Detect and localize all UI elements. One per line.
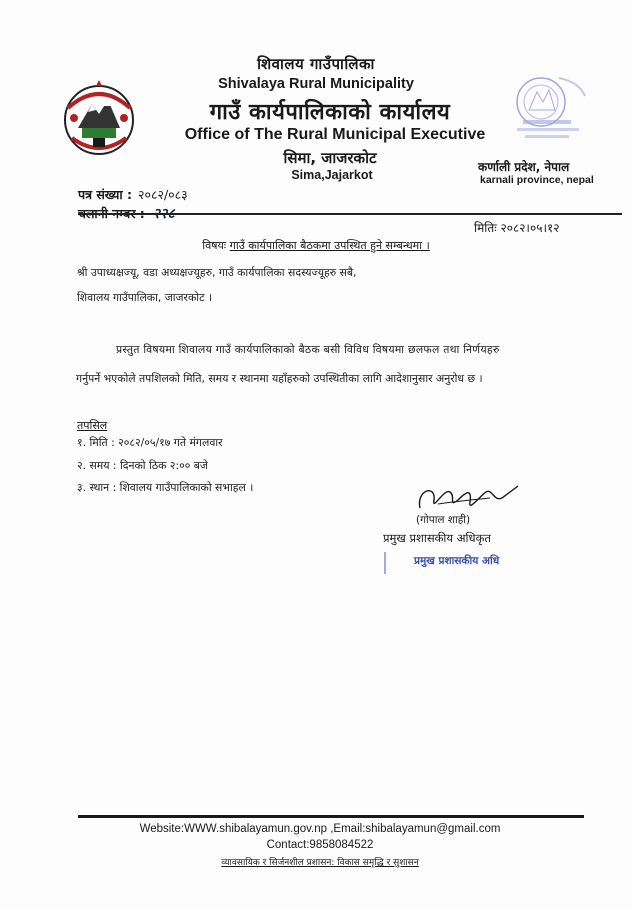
province-english: karnali province, nepal (480, 174, 594, 186)
reference-value: २०८२/०८३ (137, 187, 188, 202)
handwritten-signature (410, 478, 530, 518)
reference-label: पत्र संख्या : (78, 187, 132, 202)
office-name-nepali: गाउँ कार्यपालिकाको कार्यालय (209, 100, 451, 125)
dispatch-label: चलानी नम्बर : (78, 206, 145, 221)
details-item-time: २. समय : दिनको ठिक २:०० बजे (77, 459, 208, 472)
header-divider (78, 213, 622, 215)
subject-text: गाउँ कार्यपालिका बैठकमा उपस्थित हुने सम्बन्धमा । (229, 239, 430, 252)
details-item-date: १. मिति : २०८२/०५/१७ गते मंगलवार (77, 436, 223, 449)
office-seal-stamp (495, 72, 595, 152)
dispatch-value: २२८ (152, 206, 175, 222)
province-nepali: कर्णाली प्रदेश, नेपाल (478, 160, 570, 174)
letter-date: मितिः २०८२।०५।१२ (474, 221, 560, 235)
subject-line (0, 238, 632, 253)
signatory-name: (गोपाल शाही) (416, 514, 471, 526)
place-english: Sima,Jajarkot (291, 168, 373, 182)
footer-website-email: Website:WWW.shibalayamun.gov.np ,Email:shibalayamun@gmail.com (139, 823, 501, 835)
designation-stamp-text: प्रमुख प्रशासकीय अधि (414, 555, 500, 567)
details-heading: तपसिल (77, 419, 108, 432)
office-name-english: Office of The Rural Municipal Executive (184, 126, 486, 143)
body-paragraph-line-2: गर्नुपर्ने भएकोले तपशिलको मिति, समय र स्थानमा यहाँहरुको उपस्थितीका लागि आदेशानुसार अनुरोध छ । (76, 372, 483, 385)
details-item-place: ३. स्थान : शिवालय गाउँपालिकाको सभाहल । (77, 481, 254, 494)
footer-contact: Contact:9858084522 (266, 839, 374, 851)
footer-slogan: व्यावसायिक र सिर्जनशील प्रशासन: विकास समृद्धि र सुशासन (221, 858, 419, 868)
footer-divider (78, 815, 584, 818)
subject-label: विषयः (202, 239, 227, 252)
body-paragraph-line-1: प्रस्तुत विषयमा शिवालय गाउँ कार्यपालिकाको बैठक बसी विविध विषयमा छलफल तथा निर्णयहरु (116, 343, 500, 356)
signatory-title: प्रमुख प्रशासकीय अधिकृत (383, 531, 491, 545)
municipality-name-nepali: शिवालय गाउँपालिका (257, 55, 375, 73)
address-line-2: शिवालय गाउँपालिका, जाजरकोट । (77, 291, 213, 304)
reference-number (78, 186, 188, 203)
address-line-1: श्री उपाध्यक्षज्यू, वडा अध्यक्षज्यूहरु, गाउँ कार्यपालिका सदस्यज्यूहरु सबै, (77, 266, 357, 279)
municipality-name-english: Shivalaya Rural Municipality (218, 76, 414, 92)
place-nepali: सिमा, जाजरकोट (283, 149, 377, 167)
